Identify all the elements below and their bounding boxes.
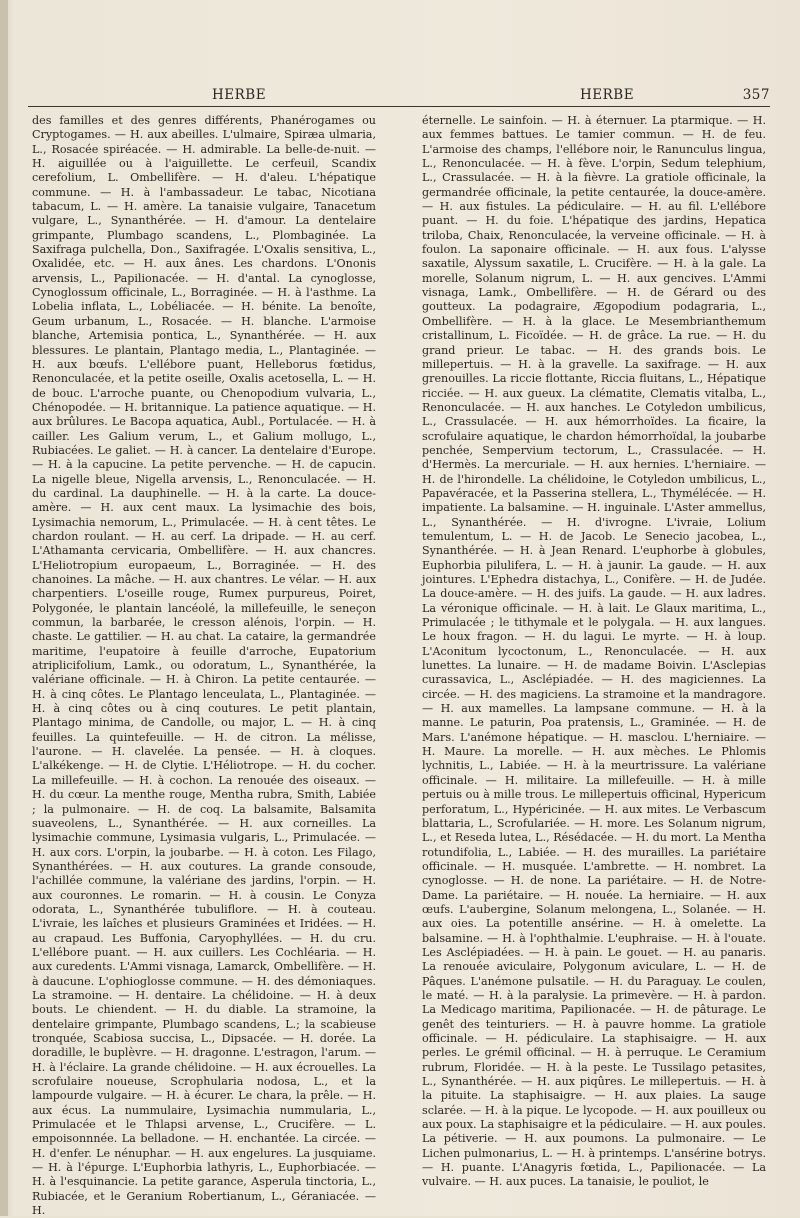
text-column-right [422,114,766,1194]
text-column-left [32,114,376,1218]
header-right-title: HERBE [580,87,635,103]
header-left-title: HERBE [212,87,267,103]
page-number: 357 [742,87,770,103]
running-header [28,84,770,107]
page-binding-edge [0,0,8,1216]
entry-text-left: des familles et des genres différents, Phanérogames ou Cryptogames. — H. aux abeilles. L'ulmaire, Spiræa ulmaria, L., Rosacée spiréacée. — H. admirable. La belle-de-nuit. — H. aiguillée ou à l'aiguillette. Le cerfeuil, Scandix cerefolium, L. Ombellifère. — H. d'aleu. L'hépatique commune. — H. à l'ambassadeur. Le tabac, Nicotiana tabacum, L. — H. amère. La tanaisie vulgaire, Tanacetum vulgare, L., Synanthérée. — H. d'amour. La dentelaire grimpante, Plumbago scandens, L., Plombaginée. La Saxifraga pulchella, Don., Saxifragée. L'Oxalis sensitiva, L., Oxalidée, etc. — H. aux ânes. Les chardons. L'Ononis arvensis, L., Papilionacée. — H. d'antal. La cynoglosse, Cynoglossum officinale, L., Borraginée. — H. à l'asthme. La Lobelia inflata, L., Lobéliacée. — H. bénite. La benoîte, Geum urbanum, L., Rosacée. — H. blanche. L'armoise blanche, Artemisia pontica, L., Synanthérée. — H. aux blessures. Le plantain, Plantago media, L., Plantaginée. — H. aux bœufs. L'ellébore puant, Helleborus fœtidus, Renonculacée, et la petite oseille, Oxalis acetosella, L. — H. de bouc. L'arroche puante, ou Chenopodium vulvaria, L., Chénopodée. — H. britannique. La patience aquatique. — H. aux brûlures. Le Bacopa aquatica, Aubl., Portulacée. — H. à cailler. Les Galium verum, L., et Galium mollugo, L., Rubiacées. Le galiet. — H. à cancer. La dentelaire d'Europe. — H. à la capucine. La petite pervenche. — H. de capucin. La nigelle bleue, Nigella arvensis, L., Renonculacée. — H. du cardinal. La dauphinelle. — H. à la carte. La douce-amère. — H. aux cent maux. La lysimachie des bois, Lysimachia nemorum, L., Primulacée. — H. à cent têtes. Le chardon roulant. — H. au cerf. La dripade. — H. au cerf. L'Athamanta cervicaria, Ombellifère. — H. aux chancres. L'Heliotropium europaeum, L., Borraginée. — H. des chanoines. La mâche. — H. aux chantres. Le vélar. — H. aux charpentiers. L'oseille rouge, Rumex purpureus, Poiret, Polygonée, le plantain lancéolé, la millefeuille, le seneçon commun, la barbarée, le cresson alénois, l'orpin. — H. chaste. Le gattilier. — H. au chat. La cataire, la germandrée maritime, l'eupatoire à feuille d'arroche, Eupatorium atriplicifolium, Lamk., ou odoratum, L., Synanthérée, la valériane officinale. — H. à Chiron. La petite centaurée. — H. à cinq côtes. Le Plantago lenceulata, L., Plantaginée. — H. à cinq côtes ou à cinq coutures. Le petit plantain, Plantago minima, de Candolle, ou major, L. — H. à cinq feuilles. La quintefeuille. — H. de citron. La mélisse, l'aurone. — H. clavelée. La pensée. — H. à cloques. L'alkékenge. — H. de Clytie. L'Héliotrope. — H. du cocher. La millefeuille. — H. à cochon. La renouée des oiseaux. — H. du cœur. La menthe rouge, Mentha rubra, Smith, Labiée ; la pulmonaire. — H. de coq. La balsamite, Balsamita suaveolens, L., Synanthérée. — H. aux corneilles. La lysimachie commune, Lysimasia vulgaris, L., Primulacée. — H. aux cors. L'orpin, la joubarbe. — H. à coton. Les Filago, Synanthérées. — H. aux coutures. La grande consoude, l'achillée commune, la valériane des jardins, l'orpin. — H. aux couronnes. Le romarin. — H. à cousin. Le Conyza odorata, L., Synanthérée tubuliflore. — H. à couteau. L'ivraie, les laîches et plusieurs Graminées et Iridées. — H. au crapaud. Les Buffonia, Caryophyllées. — H. du cru. L'ellébore puant. — H. aux cuillers. Les Cochléaria. — H. aux curedents. L'Ammi visnaga, Lamarck, Ombellifère. — H. à daucune. L'ophioglosse commune. — H. des démoniaques. La stramoine. — H. dentaire. La chélidoine. — H. à deux bouts. Le chiendent. — H. du diable. La stramoine, la dentelaire grimpante, Plumbago scandens, L.; la scabieuse tronquée, Scabiosa succisa, L., Dipsacée. — H. dorée. La doradille, le buplèvre. — H. dragonne. L'estragon, l'arum. — H. à l'éclaire. La grande chélidoine. — H. aux écrouelles. La scrofulaire noueuse, Scrophularia nodosa, L., et la lampourde vulgaire. — H. à écurer. Le chara, la prêle. — H. aux écus. La nummulaire, Lysimachia nummularia, L., Primulacée et le Thlapsi arvense, L., Crucifère. — L. empoisonnnée. La belladone. — H. enchantée. La circée. — H. d'enfer. Le nénuphar. — H. aux engelures. La jusquiame. — H. à l'épurge. L'Euphorbia lathyris, L., Euphorbiacée. — H. à l'esquinancie. La petite garance, Asperula tinctoria, L., Rubiacée, et le Geranium Robertianum, L., Géraniacée. — H. [32,114,376,1218]
entry-text-right: éternelle. Le sainfoin. — H. à éternuer. La ptarmique. — H. aux femmes battues. Le tamier commun. — H. de feu. L'armoise des champs, l'ellébore noir, le Ranunculus lingua, L., Renonculacée. — H. à fève. L'orpin, Sedum telephium, L., Crassulacée. — H. à la fièvre. La gratiole officinale, la germandrée officinale, la petite centaurée, la douce-amère. — H. aux fistules. La pédiculaire. — H. au fil. L'ellébore puant. — H. du foie. L'hépatique des jardins, Hepatica triloba, Chaix, Renonculacée, la verveine officinale. — H. à foulon. La saponaire officinale. — H. aux fous. L'alysse saxatile, Alyssum saxatile, L. Crucifère. — H. à la gale. La morelle, Solanum nigrum, L. — H. aux gencives. L'Ammi visnaga, Lamk., Ombellifère. — H. de Gérard ou des goutteux. La podagraire, Ægopodium podagraria, L., Ombellifère. — H. à la glace. Le Mesembrianthemum cristallinum, L. Ficoïdée. — H. de grâce. La rue. — H. du grand prieur. Le tabac. — H. des grands bois. Le millepertuis. — H. à la gravelle. La saxifrage. — H. aux grenouilles. La riccie flottante, Riccia fluitans, L., Hépatique ricciée. — H. aux gueux. La clématite, Clematis vitalba, L., Renonculacée. — H. aux hanches. Le Cotyledon umbilicus, L., Crassulacée. — H. aux hémorrhoïdes. La ficaire, la scrofulaire aquatique, le chardon hémorrhoïdal, la joubarbe penchée, Sempervium tectorum, L., Crassulacée. — H. d'Hermès. La mercuriale. — H. aux hernies. L'herniaire. — H. de l'hirondelle. La chélidoine, le Cotyledon umbilicus, L., Papavéracée, et la Passerina stellera, L., Thymélécée. — H. impatiente. La balsamine. — H. inguinale. L'Aster ammellus, L., Synanthérée. — H. d'ivrogne. L'ivraie, Lolium temulentum, L. — H. de Jacob. Le Senecio jacobea, L., Synanthérée. — H. à Jean Renard. L'euphorbe à globules, Euphorbia pilulifera, L. — H. à jaunir. La gaude. — H. aux jointures. L'Ephedra distachya, L., Conifère. — H. de Judée. La douce-amère. — H. des juifs. La gaude. — H. aux ladres. La véronique officinale. — H. à lait. Le Glaux maritima, L., Primulacée ; le tithymale et le polygala. — H. aux langues. Le houx fragon. — H. du lagui. Le myrte. — H. à loup. L'Aconitum lycoctonum, L., Renonculacée. — H. aux lunettes. La lunaire. — H. de madame Boivin. L'Asclepias curassavica, L., Asclépiadée. — H. des magiciennes. La circée. — H. des magiciens. La stramoine et la mandragore. — H. aux mamelles. La lampsane commune. — H. à la manne. Le paturin, Poa pratensis, L., Graminée. — H. de Mars. L'anémone hépatique. — H. masclou. L'herniaire. — H. Maure. La morelle. — H. aux mèches. Le Phlomis lychnitis, L., Labiée. — H. à la meurtrissure. La valériane officinale. — H. militaire. La millefeuille. — H. à mille pertuis ou à mille trous. Le millepertuis officinal, Hypericum perforatum, L., Hypéricinée. — H. aux mites. Le Verbascum blattaria, L., Scrofulariée. — H. more. Les Solanum nigrum, L., et Reseda lutea, L., Résédacée. — H. du mort. La Mentha rotundifolia, L., Labiée. — H. des murailles. La pariétaire officinale. — H. musquée. L'ambrette. — H. nombret. La cynoglosse. — H. de none. La pariétaire. — H. de Notre-Dame. La pariétaire. — H. nouée. La herniaire. — H. aux œufs. L'aubergine, Solanum melongena, L., Solanée. — H. aux oies. La potentille ansérine. — H. à omelette. La balsamine. — H. à l'ophthalmie. L'euphraise. — H. à l'ouate. Les Asclépiadées. — H. à pain. Le gouet. — H. au panaris. La renouée aviculaire, Polygonum aviculare, L. — H. de Pâques. L'anémone pulsatile. — H. du Paraguay. Le coulen, le maté. — H. à la paralysie. La primevère. — H. à pardon. La Medicago maritima, Papilionacée. — H. de pâturage. Le genêt des teinturiers. — H. à pauvre homme. La gratiole officinale. — H. pédiculaire. La staphisaigre. — H. aux perles. Le grémil officinal. — H. à perruque. Le Ceramium rubrum, Floridée. — H. à la peste. Le Tussilago petasites, L., Synanthérée. — H. aux piqûres. Le millepertuis. — H. à la pituite. La staphisaigre. — H. aux plaies. La sauge sclarée. — H. à la pique. Le lycopode. — H. aux pouilleux ou aux poux. La staphisaigre et la pédiculaire. — H. aux poules. La pétiverie. — H. aux poumons. La pulmonaire. — Le Lichen pulmonarius, L. — H. à printemps. L'ansérine botrys. — H. puante. L'Anagyris fœtida, L., Papilionacée. — La vulvaire. — H. aux puces. La tanaisie, le pouliot, le [422,114,766,1189]
